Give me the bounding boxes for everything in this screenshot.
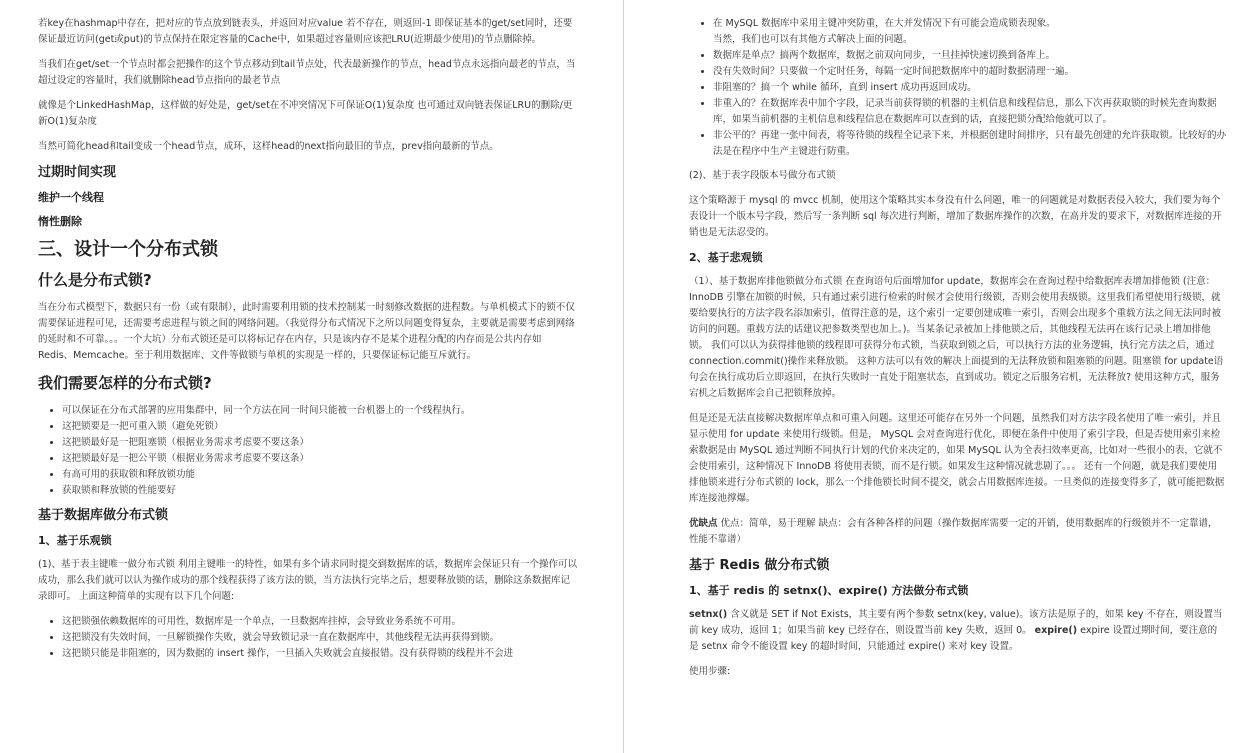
heading-pessimistic: 2、基于悲观锁 xyxy=(689,251,763,264)
heading-requirements: 我们需要怎样的分布式锁? xyxy=(38,374,212,392)
list-item: • 可以保证在分布式部署的应用集群中，同一个方法在同一时间只能被一台机器上的一个线程执行。 xyxy=(62,403,578,419)
list-item: • 这把锁没有失效时间，一旦解锁操作失败，就会导致锁记录一直在数据库中，其他线程无法再获得到锁。 xyxy=(62,630,578,646)
list-item: • 获取锁和释放锁的性能要好 xyxy=(62,483,578,499)
paragraph-lru-linkedhashmap: 就像是个LinkedHashMap，这样做的好处是，get/set在不冲突情况下可保证O(1)复杂度 也可通过双向链表保证LRU的删除/更新O(1)复杂度 xyxy=(38,100,573,127)
heading-thread: 维护一个线程 xyxy=(38,191,104,204)
heading-setnx-expire: 1、基于 redis 的 setnx()、expire() 方法做分布式锁 xyxy=(689,584,969,597)
list-item: • 这把锁强依赖数据库的可用性，数据库是一个单点，一旦数据库挂掉，会导致业务系统不可用。 xyxy=(62,614,578,630)
list-item: • 这把锁要是一把可重入锁（避免死锁） xyxy=(62,419,578,435)
list-issues xyxy=(38,614,578,662)
paragraph-dlock-definition: 当在分布式模型下，数据只有一份（或有限制），此时需要利用锁的技术控制某一时刻修改数据的进程数。与单机模式下的锁不仅需要保证进程可见，还需要考虑进程与锁之间的网络问题。（我觉得分布式情况下之所以问题变得复杂，主要就是需要考虑到网络的延时和不可靠。。。一个大坑）分布式锁还是可以将标记存在内存，只是该内存不是某个进程分配的内存而是公共内存如 Redis、Memcache。至于利用数据库、文件等做锁与单机的实现是一样的，只要保证标记能互斥就行。 xyxy=(38,302,575,361)
setnx-keyword: setnx() xyxy=(689,609,728,620)
list-item xyxy=(713,16,1226,48)
pros-cons-text: 优点：简单，易于理解 缺点：会有各种各样的问题（操作数据库需要一定的开销，使用数据库的行级锁并不一定靠谱，性能不靠谱） xyxy=(689,518,1218,545)
list-item: • 非重入的？在数据库表中加个字段，记录当前获得锁的机器的主机信息和线程信息，那么下次再获取锁的时候先查询数据库，如果当前机器的主机信息和线程信息在数据库可以查到的话，直接把锁分配给他就可以了。 xyxy=(713,96,1226,128)
paragraph-pk-lock: (1)、基于表主键唯一做分布式锁 利用主键唯一的特性，如果有多个请求同时提交到数据库的话，数据库会保证只有一个操作可以成功，那么我们就可以认为操作成功的那个线程获得了该方法的锁，当方法执行完毕之后，想要释放锁的话，删除这条数据库记录即可。 上面这种简单的实现有以下几个问题: xyxy=(38,559,577,602)
heading-what-is-dlock: 什么是分布式锁? xyxy=(38,271,152,289)
heading-optimistic: 1、基于乐观锁 xyxy=(38,534,112,547)
heading-db-lock: 基于数据库做分布式锁 xyxy=(38,508,169,523)
right-page xyxy=(636,0,1240,753)
left-page xyxy=(0,0,614,753)
paragraph-lru-move: 当我们在get/set一个节点时都会把操作的这个节点移动到tail节点处，代表最新操作的节点，head节点永远指向最老的节点，当超过设定的容量时，我们就删除head节点指向的最老节点 xyxy=(38,59,576,86)
paragraph-exclusive-lock: （1）、基于数据库排他锁做分布式锁 在查询语句后面增加for update，数据库会在查询过程中给数据库表增加排他锁 (注意： InnoDB 引擎在加锁的时候，只有通过索引进行检索的时候才会使用行级锁，否则会使用表级锁。这里我们希望使用行级锁，就要给要执行的方法字段名添加索引，值得注意的是，这个索引一定要创建成唯一索引，否则会出现多个重载方法之间无法同时被访问的问题。重载方法的话建议把参数类型也加上。)。当某条记录被加上排他锁之后，其他线程无法再在该行记录上增加排他锁。 我们可以认为获得排他锁的线程即可获得分布式锁，当获取到锁之后，可以执行方法的业务逻辑，执行完方法之后，通过connection.commit()操作来释放锁。 这种方法可以有效的解决上面提到的无法释放锁和阻塞锁的问题。阻塞锁 for update语句会在执行成功后立即返回，在执行失败时一直处于阻塞状态，直到成功。锁定之后服务宕机，无法释放? 使用这种方式，服务宕机之后数据库会自己把锁释放掉。 xyxy=(689,276,1224,399)
list-requirements xyxy=(38,403,578,499)
list-item: • 非公平的？再建一张中间表，将等待锁的线程全记录下来，并根据创建时间排序，只有最先创建的允许获取锁。比较好的办法是在程序中生产主键进行防重。 xyxy=(713,128,1226,160)
setnx-text: 含义就是 SET if Not Exists，其主要有两个参数 setnx(key, value)。该方法是原子的，如果 key 不存在，则设置当前 key 成功，返回 1；如果当前 key 已经存在，则设置当前 key 失败，返回 0。 xyxy=(689,609,1223,636)
page-divider xyxy=(623,0,624,753)
list-item: • 这把锁只能是非阻塞的，因为数据的 insert 操作，一旦插入失败就会直接报错。没有获得锁的线程并不会进 xyxy=(62,646,578,662)
paragraph-version-title: (2)、基于表字段版本号做分布式锁 xyxy=(689,170,836,181)
list-item: • 有高可用的获取锁和释放锁功能 xyxy=(62,467,578,483)
heading-section-3: 三、设计一个分布式锁 xyxy=(38,239,218,260)
heading-redis-lock: 基于 Redis 做分布式锁 xyxy=(689,558,830,573)
paragraph-lru-ring: 当然可简化head和tail变成一个head节点，成环，这样head的next指向最旧的节点，prev指向最新的节点。 xyxy=(38,141,499,152)
paragraph-steps: 使用步骤: xyxy=(689,666,731,677)
paragraph-setnx xyxy=(689,607,1226,655)
paragraph-version: 这个策略源于 mysql 的 mvcc 机制，使用这个策略其实本身没有什么问题，唯一的问题就是对数据表侵入较大，我们要为每个表设计一个版本号字段，然后写一条判断 sql 每次进行判断，增加了数据库操作的次数，在高并发的要求下，对数据库连接的开销也是无法忍受的。 xyxy=(689,195,1222,238)
list-item-text: 在 MySQL 数据库中采用主键冲突防重，在大并发情况下有可能会造成锁表现象。 xyxy=(713,18,1056,29)
heading-expire: 过期时间实现 xyxy=(38,165,117,180)
expire-keyword: expire() xyxy=(1034,625,1078,636)
paragraph-exclusive-issues: 但是还是无法直接解决数据库单点和可重入问题。这里还可能存在另外一个问题，虽然我们对方法字段名使用了唯一索引，并且显示使用 for update 来使用行级锁。但是， MySQL 会对查询进行优化，即便在条件中使用了索引字段，但是否使用索引来检索数据是由 MySQL 通过判断不同执行计划的代价来决定的，如果 MySQL 认为全表扫效率更高，比如对一些很小的表，它就不会使用索引，这种情况下 InnoDB 将使用表锁，而不是行锁。如果发生这种情况就悲剧了。。。 还有一个问题，就是我们要使用排他锁来进行分布式锁的 lock，那么一个排他锁长时间不提交，就会占用数据库连接。一旦类似的连接变得多了，就可能把数据库连接池撑爆。 xyxy=(689,413,1225,504)
pros-cons-label: 优缺点 xyxy=(689,518,718,529)
list-item: • 这把锁最好是一把阻塞锁（根据业务需求考虑要不要这条） xyxy=(62,435,578,451)
list-item: • 非阻塞的？搞一个 while 循环，直到 insert 成功再返回成功。 xyxy=(713,80,1226,96)
list-solutions xyxy=(689,16,1226,160)
paragraph-lru-intro: 若key在hashmap中存在，把对应的节点放到链表头，并返回对应value 若不存在，则返回-1 即保证基本的get/set同时，还要保证最近访问(get或put)的节点保持在限定容量的Cache中，如果超过容量则应该把LRU(近期最少使用)的节点删除掉。 xyxy=(38,18,573,45)
right-column xyxy=(636,0,1240,680)
expire-text: expire 设置过期时间，要注意的是 setnx 命令不能设置 key 的超时时间，只能通过 expire() 来对 key 设置。 xyxy=(689,625,1218,652)
heading-lazy-delete: 惰性删除 xyxy=(38,215,82,228)
list-item: • 这把锁最好是一把公平锁（根据业务需求考虑要不要这条） xyxy=(62,451,578,467)
list-item: • 数据库是单点？搞两个数据库，数据之前双向同步，一旦挂掉快速切换到备库上。 xyxy=(713,48,1226,64)
left-column xyxy=(0,0,614,662)
list-item: • 没有失效时间？只要做一个定时任务，每隔一定时间把数据库中的超时数据清理一遍。 xyxy=(713,64,1226,80)
paragraph-pros-cons xyxy=(689,516,1226,548)
list-item-subtext: 当然，我们也可以有其他方式解决上面的问题。 xyxy=(713,34,913,45)
